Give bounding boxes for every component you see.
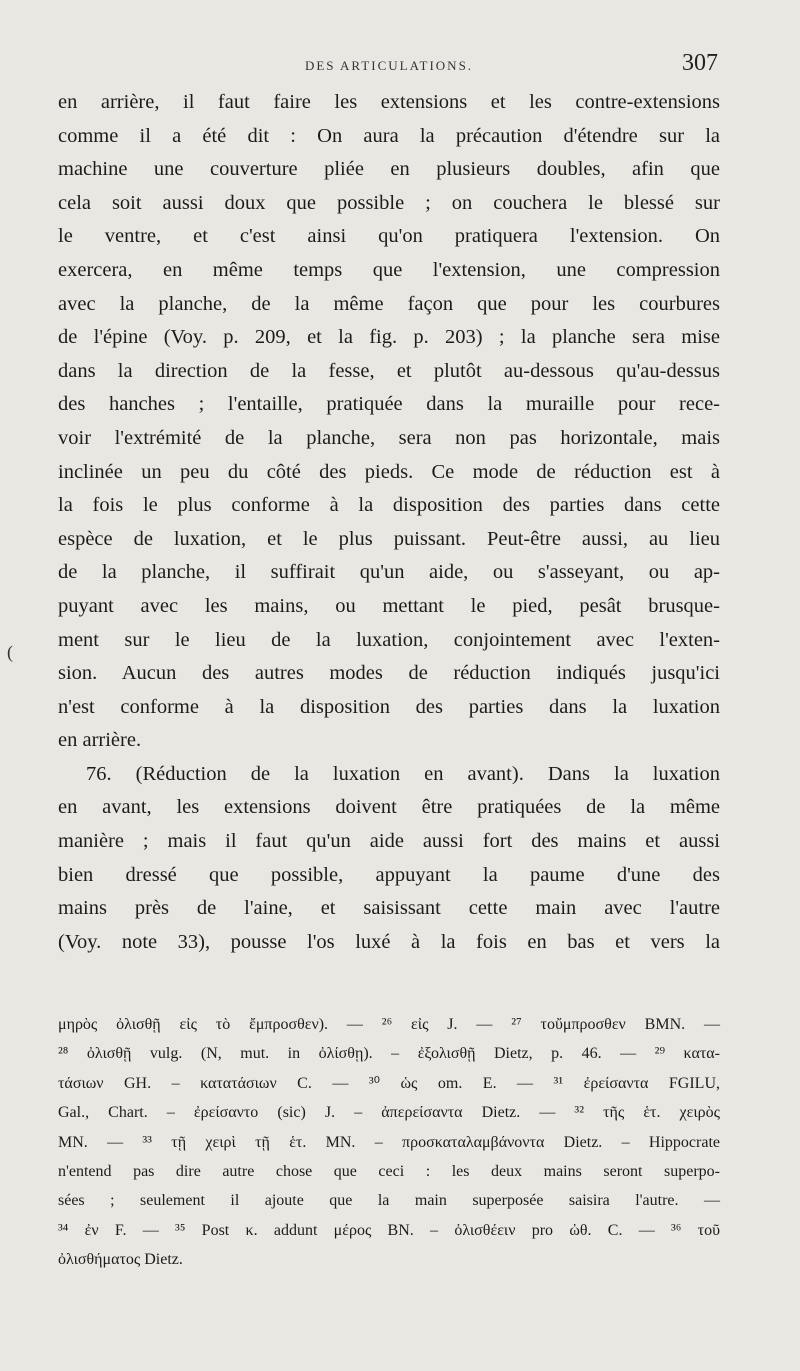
footnote-line: ὀλισθήματος Dietz. <box>58 1251 183 1269</box>
text-line: puyant avec les mains, ou mettant le pied, pesât brusque- <box>58 594 720 617</box>
footnote-line: sées ; seulement il ajoute que la main superposée saisira l'autre. — <box>58 1192 720 1210</box>
footnote-line: ²⁸ ὀλισθῇ vulg. (N, mut. in ὀλίσθῃ). – ἐξολισθῇ Dietz, p. 46. — ²⁹ κατα- <box>58 1045 720 1063</box>
text-line: exercera, en même temps que l'extension, une compression <box>58 258 720 281</box>
footnote-line: τάσιων GH. – κατατάσιων C. — ³⁰ ὡς om. E. — ³¹ ἐρείσαντα FGILU, <box>58 1074 720 1092</box>
text-line: ment sur le lieu de la luxation, conjointement avec l'exten- <box>58 628 720 651</box>
footnote-line: MN. — ³³ τῇ χειρὶ τῇ ἑτ. MN. – προσκαταλαμβάνοντα Dietz. – Hippocrate <box>58 1133 720 1151</box>
text-line: de l'épine (Voy. p. 209, et la fig. p. 203) ; la planche sera mise <box>58 326 720 349</box>
footnote-line: μηρὸς ὀλισθῇ εἰς τὸ ἔμπροσθεν). — ²⁶ εἰς J. — ²⁷ τοὔμπροσθεν BMN. — <box>58 1016 720 1033</box>
footnotes <box>58 1010 720 1275</box>
text-line: cela soit aussi doux que possible ; on couchera le blessé sur <box>58 191 720 214</box>
text-line: en avant, les extensions doivent être pratiquées de la même <box>58 796 720 819</box>
page-header <box>58 50 720 84</box>
text-line: dans la direction de la fesse, et plutôt au-dessous qu'au-dessus <box>58 359 720 382</box>
text-line: machine une couverture pliée en plusieurs doubles, afin que <box>58 158 720 181</box>
margin-mark: ( <box>7 642 13 662</box>
text-line: de la planche, il suffirait qu'un aide, ou s'asseyant, ou ap- <box>58 561 720 584</box>
text-line: bien dressé que possible, appuyant la paume d'une des <box>58 863 720 886</box>
section-heading-line: 76. (Réduction de la luxation en avant). Dans la luxation <box>86 762 720 785</box>
running-title: DES ARTICULATIONS. <box>304 58 474 73</box>
text-line: sion. Aucun des autres modes de réduction indiqués jusqu'ici <box>58 662 720 685</box>
text-line: n'est conforme à la disposition des parties dans la luxation <box>58 695 720 718</box>
text-line: le ventre, et c'est ainsi qu'on pratiquera l'extension. On <box>58 225 720 248</box>
text-line: mains près de l'aine, et saisissant cette main avec l'autre <box>58 897 720 920</box>
text-line: (Voy. note 33), pousse l'os luxé à la fois en bas et vers la <box>58 930 720 953</box>
text-line: espèce de luxation, et le plus puissant. Peut-être aussi, au lieu <box>58 527 720 550</box>
text-line: en arrière. <box>58 729 142 752</box>
text-line: inclinée un peu du côté des pieds. Ce mode de réduction est à <box>58 460 720 483</box>
footnote-line: n'entend pas dire autre chose que ceci : les deux mains seront superpo- <box>58 1162 720 1180</box>
text-line: en arrière, il faut faire les extensions et les contre-extensions <box>58 91 720 113</box>
footnote-line: Gal., Chart. – ἐρείσαντο (sic) J. – ἀπερείσαντα Dietz. — ³² τῆς ἑτ. χειρὸς <box>58 1104 720 1122</box>
text-line: la fois le plus conforme à la disposition des parties dans cette <box>58 494 720 517</box>
page-number: 307 <box>682 50 718 76</box>
text-line: avec la planche, de la même façon que pour les courbures <box>58 292 720 315</box>
text-line: manière ; mais il faut qu'un aide aussi fort des mains et aussi <box>58 830 720 853</box>
text-line: des hanches ; l'entaille, pratiquée dans la muraille pour rece- <box>58 393 720 416</box>
text-line: comme il a été dit : On aura la précaution d'étendre sur la <box>58 124 720 147</box>
footnote-line: ³⁴ ἐν F. — ³⁵ Post κ. addunt μέρος BN. – ὀλισθέειν pro ὠθ. C. — ³⁶ τοῦ <box>58 1221 720 1239</box>
main-text <box>58 86 720 959</box>
text-line: voir l'extrémité de la planche, sera non pas horizontale, mais <box>58 426 720 449</box>
